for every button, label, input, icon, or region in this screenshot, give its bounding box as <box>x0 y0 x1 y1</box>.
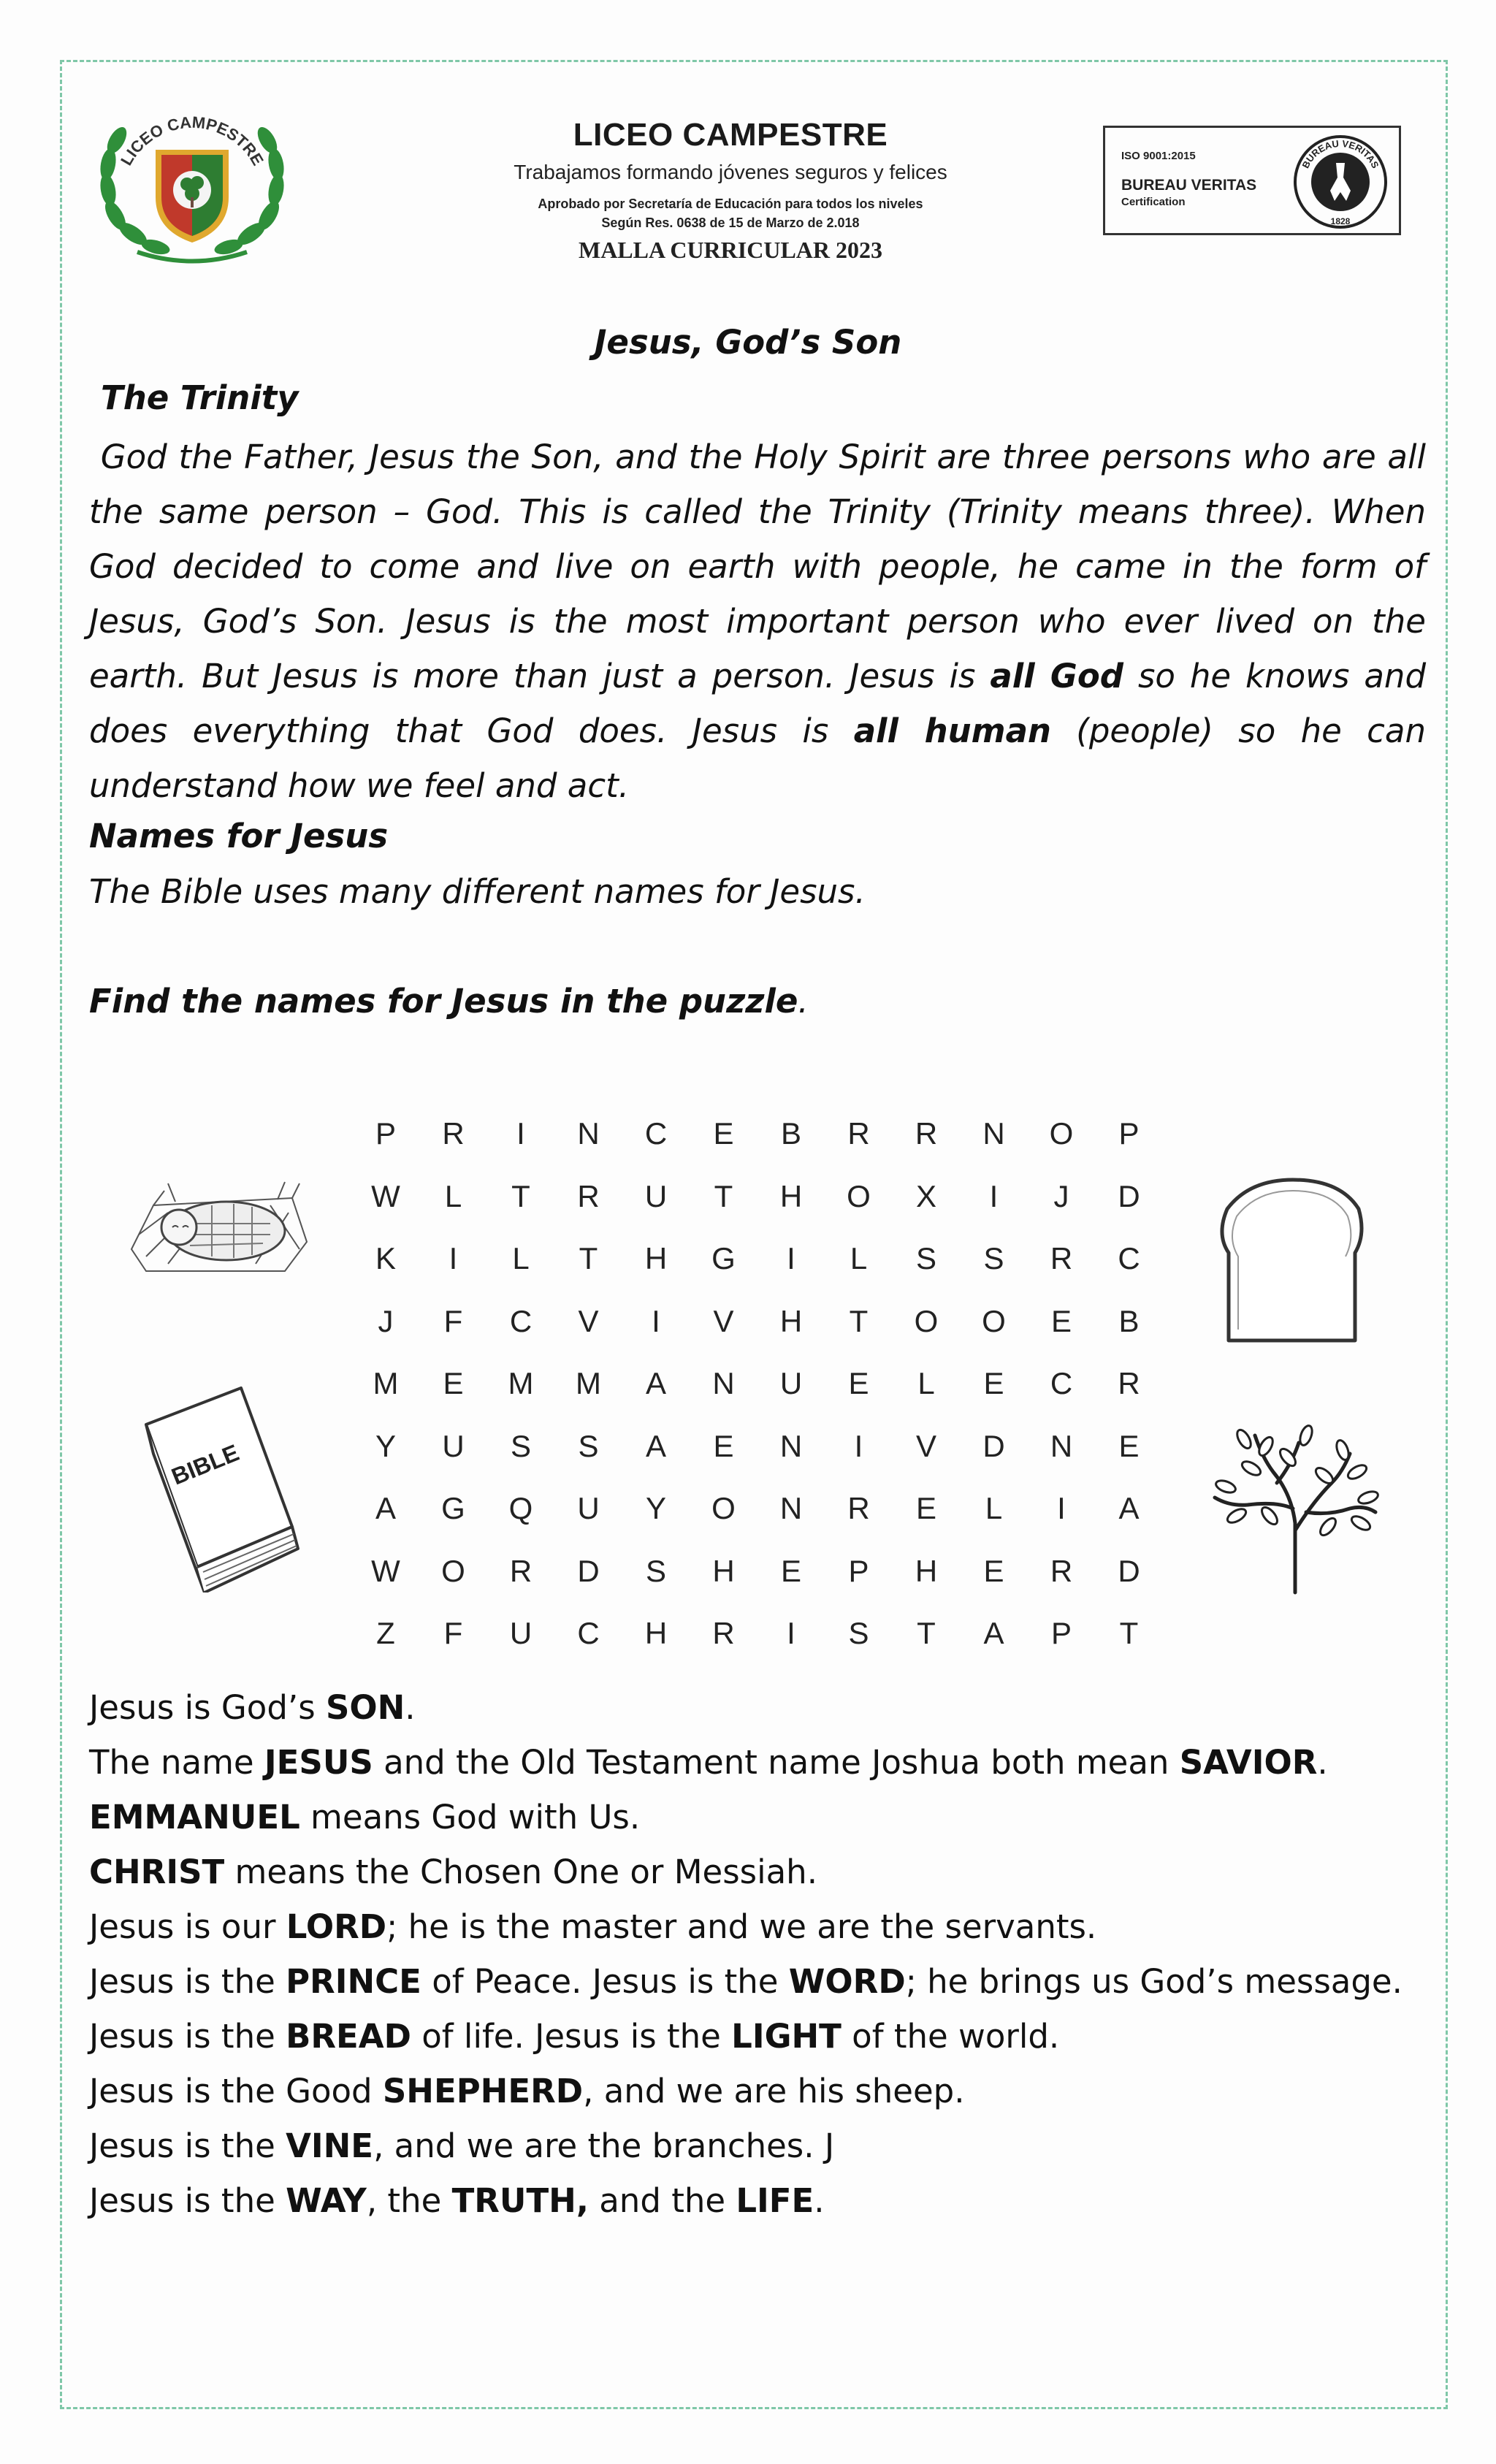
puzzle-letter: O <box>914 1303 939 1338</box>
clue-keyword: LIGHT <box>731 2017 842 2056</box>
clue-text: . <box>1317 1743 1328 1782</box>
clue-keyword: LIFE <box>736 2181 814 2220</box>
puzzle-letter: E <box>443 1366 464 1400</box>
puzzle-letter: E <box>983 1366 1004 1400</box>
puzzle-letter: O <box>441 1553 465 1588</box>
puzzle-letter: H <box>644 1241 668 1275</box>
bureau-veritas-seal <box>1292 134 1389 230</box>
puzzle-letter: C <box>509 1303 533 1338</box>
clue-text: means God with Us. <box>299 1798 641 1836</box>
puzzle-letter: A <box>983 1616 1004 1650</box>
puzzle-letter: C <box>1050 1366 1073 1400</box>
puzzle-letter: R <box>509 1553 533 1588</box>
clue-list <box>89 1680 1402 2228</box>
puzzle-letter: H <box>779 1178 803 1213</box>
clue-text: Jesus is God’s <box>89 1688 326 1727</box>
approval-line-2: Según Res. 0638 de 15 de Marzo de 2.018 <box>601 215 860 230</box>
puzzle-letter: I <box>652 1303 660 1338</box>
puzzle-letter: P <box>375 1116 396 1151</box>
puzzle-letter: E <box>713 1428 734 1463</box>
puzzle-letter: K <box>375 1241 396 1275</box>
names-heading: Names for Jesus <box>89 817 389 855</box>
puzzle-letter: M <box>508 1366 534 1400</box>
svg-text:1828: 1828 <box>1330 216 1351 226</box>
clue-text: Jesus is the Good <box>89 2072 383 2110</box>
puzzle-letter: L <box>512 1241 530 1275</box>
clue-keyword: JESUS <box>264 1743 373 1782</box>
school-name: LICEO CAMPESTRE <box>573 117 888 153</box>
clue-keyword: SHEPHERD <box>382 2072 584 2110</box>
clue-text: ; he is the master and we are the servants. <box>386 1907 1097 1946</box>
puzzle-letter: X <box>915 1178 936 1213</box>
clue-line <box>89 2118 1402 2173</box>
certification-box <box>1103 126 1401 235</box>
clue-text: and the <box>588 2181 736 2220</box>
approval-line-1: Aprobado por Secretaría de Educación para todos los niveles <box>538 197 923 211</box>
clue-text: . <box>814 2181 825 2220</box>
clue-keyword: VINE <box>286 2127 374 2165</box>
clue-line <box>89 1735 1402 1790</box>
puzzle-letter: R <box>442 1116 465 1151</box>
puzzle-letter: L <box>917 1366 935 1400</box>
puzzle-letter: Q <box>508 1491 533 1525</box>
cert-bureau-veritas: BUREAU VERITAS <box>1121 177 1257 194</box>
paragraph-text-3: (people) so he can understand how we feel and act. <box>89 712 1426 805</box>
puzzle-letter: G <box>711 1241 736 1275</box>
puzzle-letter: J <box>378 1303 394 1338</box>
clue-text: . <box>405 1688 416 1727</box>
puzzle-letter: O <box>1049 1116 1074 1151</box>
puzzle-letter: C <box>644 1116 668 1151</box>
clue-text: , and we are the branches. J <box>373 2127 835 2165</box>
clue-text: Jesus is the <box>89 1962 286 2001</box>
puzzle-letter: O <box>847 1178 871 1213</box>
puzzle-letter: F <box>443 1616 463 1650</box>
clue-line <box>89 1954 1402 2009</box>
puzzle-letter: I <box>516 1116 525 1151</box>
puzzle-letter: E <box>1050 1303 1072 1338</box>
puzzle-letter: N <box>712 1366 735 1400</box>
puzzle-letter: A <box>375 1491 396 1525</box>
puzzle-letter: V <box>713 1303 734 1338</box>
clue-keyword: CHRIST <box>89 1853 225 1891</box>
cert-iso: ISO 9001:2015 <box>1121 150 1196 162</box>
clue-text: Jesus is the <box>89 2181 286 2220</box>
svg-text:LICEO CAMPESTRE: LICEO CAMPESTRE <box>117 112 267 169</box>
puzzle-letter: R <box>915 1116 938 1151</box>
puzzle-letter: R <box>1118 1366 1140 1400</box>
puzzle-letter: Y <box>375 1428 396 1463</box>
puzzle-letter: A <box>1118 1491 1140 1525</box>
find-instruction-bold: Find the names for Jesus in the puzzle <box>89 982 798 1021</box>
puzzle-letter: A <box>645 1428 666 1463</box>
clue-text: Jesus is the <box>89 2127 286 2165</box>
clue-text: The name <box>89 1743 264 1782</box>
clue-line <box>89 1845 1402 1899</box>
clue-text: of the world. <box>841 2017 1060 2056</box>
puzzle-letter: Y <box>645 1491 666 1525</box>
clue-text: , the <box>366 2181 452 2220</box>
certification-text <box>1121 150 1256 208</box>
puzzle-letter: N <box>577 1116 600 1151</box>
trinity-heading: The Trinity <box>101 378 299 417</box>
clue-text: , and we are his sheep. <box>583 2072 965 2110</box>
clue-text: and the Old Testament name Joshua both mean <box>373 1743 1180 1782</box>
school-header <box>468 117 993 264</box>
puzzle-letter: I <box>854 1428 863 1463</box>
puzzle-letter: S <box>915 1241 936 1275</box>
school-logo <box>86 88 298 270</box>
bread-slice-icon <box>1213 1176 1370 1344</box>
clue-line <box>89 1899 1402 1954</box>
clue-keyword: BREAD <box>286 2017 411 2056</box>
clue-keyword: SAVIOR <box>1179 1743 1318 1782</box>
puzzle-letter: I <box>787 1241 795 1275</box>
puzzle-letter: C <box>577 1616 600 1650</box>
puzzle-letter: I <box>989 1178 999 1213</box>
puzzle-letter: G <box>441 1491 465 1525</box>
puzzle-letter: Z <box>376 1616 395 1650</box>
paragraph-bold-all-human: all human <box>853 712 1051 750</box>
puzzle-letter: A <box>645 1366 666 1400</box>
puzzle-letter: H <box>915 1553 938 1588</box>
puzzle-letter: N <box>779 1428 803 1463</box>
puzzle-letter: R <box>577 1178 600 1213</box>
puzzle-letter: U <box>779 1366 803 1400</box>
puzzle-letter: F <box>443 1303 463 1338</box>
puzzle-letter: E <box>780 1553 801 1588</box>
puzzle-letter: U <box>577 1491 600 1525</box>
puzzle-letter: I <box>787 1616 795 1650</box>
clue-text: of Peace. Jesus is the <box>421 1962 789 2001</box>
puzzle-letter: R <box>847 1116 870 1151</box>
clue-keyword: WAY <box>286 2181 367 2220</box>
puzzle-letter: N <box>982 1116 1005 1151</box>
puzzle-letter: R <box>1050 1241 1073 1275</box>
puzzle-letter: B <box>780 1116 801 1151</box>
puzzle-letter: R <box>712 1616 735 1650</box>
bible-book-icon <box>131 1381 307 1593</box>
puzzle-letter: D <box>1118 1178 1140 1213</box>
puzzle-letter: W <box>371 1553 400 1588</box>
puzzle-letter: P <box>1050 1616 1072 1650</box>
trinity-paragraph <box>89 430 1426 813</box>
clue-keyword: PRINCE <box>286 1962 421 2001</box>
puzzle-letter: T <box>579 1241 598 1275</box>
find-instruction <box>89 982 809 1021</box>
puzzle-letter: I <box>449 1241 458 1275</box>
puzzle-letter: I <box>1057 1491 1066 1525</box>
clue-line <box>89 2064 1402 2118</box>
puzzle-letter: U <box>509 1616 533 1650</box>
puzzle-letter: B <box>1118 1303 1140 1338</box>
puzzle-letter: S <box>983 1241 1004 1275</box>
clue-text: means the Chosen One or Messiah. <box>224 1853 818 1891</box>
cert-label: Certification <box>1121 196 1186 208</box>
clue-line <box>89 2173 1402 2228</box>
puzzle-letter: E <box>713 1116 734 1151</box>
puzzle-letter: P <box>1118 1116 1140 1151</box>
puzzle-letter: S <box>578 1428 599 1463</box>
puzzle-letter: O <box>711 1491 736 1525</box>
puzzle-letter: C <box>1118 1241 1140 1275</box>
puzzle-letter: D <box>982 1428 1005 1463</box>
clue-line <box>89 1680 1402 1735</box>
puzzle-letter: M <box>576 1366 601 1400</box>
puzzle-letter: R <box>1050 1553 1073 1588</box>
svg-text:BUREAU VERITAS: BUREAU VERITAS <box>1300 137 1381 170</box>
puzzle-letter: E <box>983 1553 1004 1588</box>
document-title: Jesus, God’s Son <box>594 323 902 362</box>
puzzle-letter: V <box>578 1303 599 1338</box>
find-instruction-end: . <box>798 982 809 1021</box>
clue-keyword: TRUTH, <box>451 2181 589 2220</box>
puzzle-letter: E <box>1118 1428 1140 1463</box>
clue-keyword: LORD <box>286 1907 387 1946</box>
puzzle-letter: S <box>510 1428 531 1463</box>
puzzle-letter: T <box>917 1616 936 1650</box>
paragraph-text-1: God the Father, Jesus the Son, and the Holy Spirit are three persons who are all the same person – God. This is called the Trinity (Trinity means three). When God decided to come and live on earth with people, he came in the form of Jesus, God’s Son. Jesus is the most important person who ever lived on the earth. But Jesus is more than just a person. Jesus is <box>89 438 1426 695</box>
puzzle-letter: L <box>985 1491 1003 1525</box>
puzzle-letter: S <box>848 1616 869 1650</box>
svg-text:BIBLE: BIBLE <box>167 1439 243 1490</box>
puzzle-letter: E <box>915 1491 936 1525</box>
puzzle-letter: W <box>371 1178 400 1213</box>
paragraph-text-2: so he knows and does everything that God does. Jesus is <box>89 657 1427 750</box>
clue-text: Jesus is our <box>89 1907 286 1946</box>
puzzle-letter: T <box>849 1303 869 1338</box>
vine-branch-icon <box>1204 1414 1386 1596</box>
puzzle-letter: N <box>1050 1428 1073 1463</box>
puzzle-letter: O <box>982 1303 1006 1338</box>
puzzle-letter: D <box>577 1553 600 1588</box>
puzzle-letter: L <box>444 1178 462 1213</box>
puzzle-letter: M <box>373 1366 399 1400</box>
clue-line <box>89 2009 1402 2064</box>
puzzle-letter: N <box>779 1491 803 1525</box>
clue-keyword: WORD <box>788 1962 906 2001</box>
puzzle-letter: E <box>848 1366 869 1400</box>
puzzle-letter: H <box>644 1616 668 1650</box>
clue-text: of life. Jesus is the <box>411 2017 732 2056</box>
paragraph-bold-all-god: all God <box>990 657 1123 695</box>
manger-baby-icon <box>124 1162 314 1293</box>
puzzle-letter: S <box>645 1553 666 1588</box>
puzzle-letter: U <box>644 1178 668 1213</box>
clue-keyword: SON <box>325 1688 405 1727</box>
clue-keyword: EMMANUEL <box>89 1798 300 1836</box>
clue-text: ; he brings us God’s message. <box>905 1962 1402 2001</box>
puzzle-letter: L <box>850 1241 868 1275</box>
names-text: The Bible uses many different names for Jesus. <box>89 872 866 911</box>
puzzle-letter: U <box>442 1428 465 1463</box>
puzzle-letter: V <box>915 1428 936 1463</box>
puzzle-letter: T <box>511 1178 530 1213</box>
clue-text: Jesus is the <box>89 2017 286 2056</box>
puzzle-letter: P <box>848 1553 869 1588</box>
curriculum-label: MALLA CURRICULAR 2023 <box>578 237 882 263</box>
puzzle-letter: H <box>779 1303 803 1338</box>
puzzle-letter: R <box>847 1491 870 1525</box>
puzzle-letter: H <box>712 1553 735 1588</box>
puzzle-letter: D <box>1118 1553 1140 1588</box>
clue-line <box>89 1790 1402 1845</box>
puzzle-letter: T <box>714 1178 733 1213</box>
puzzle-letter: T <box>1119 1616 1139 1650</box>
school-motto: Trabajamos formando jóvenes seguros y felices <box>514 161 947 183</box>
school-approval <box>468 194 993 232</box>
puzzle-letter: J <box>1053 1178 1069 1213</box>
